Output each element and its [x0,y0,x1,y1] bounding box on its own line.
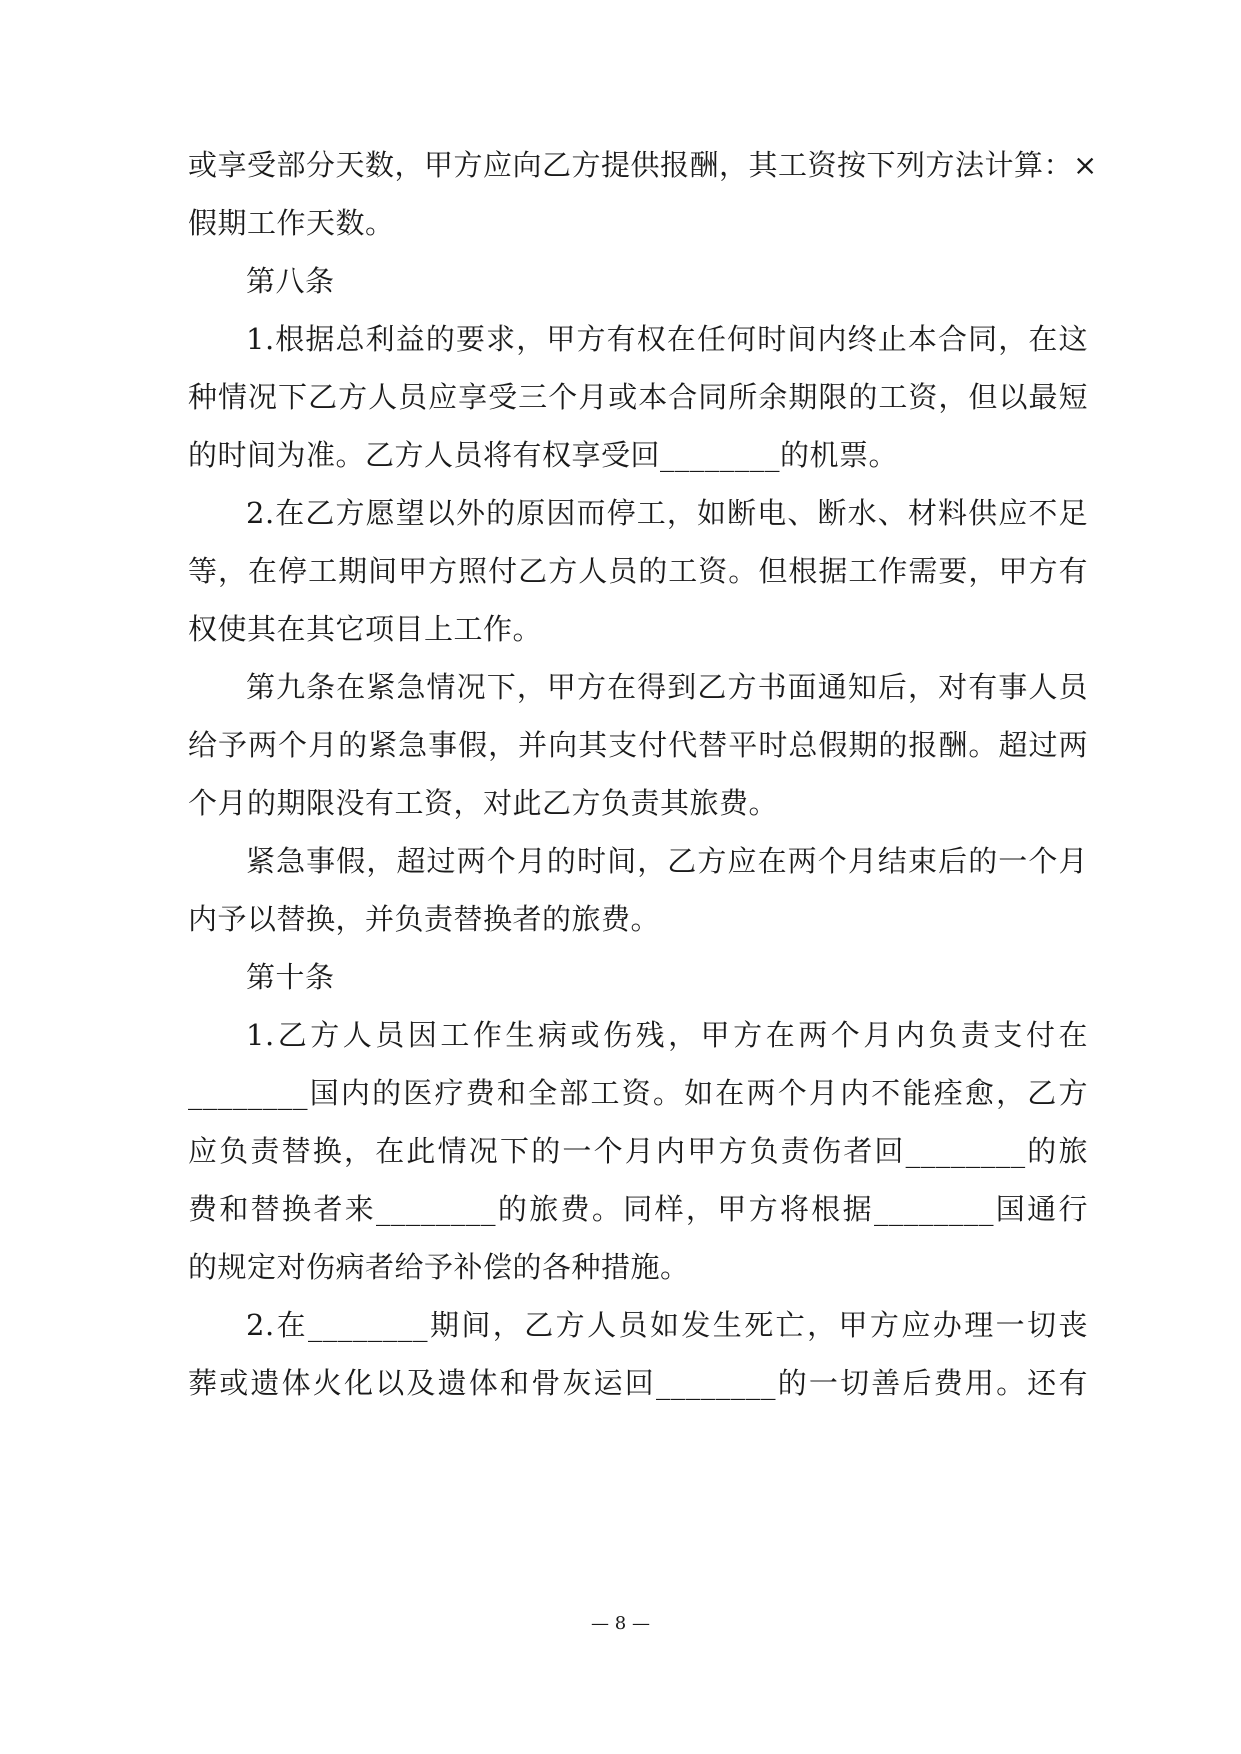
page-number: — 8 — [591,1613,650,1634]
section-heading: 第八条 [246,264,335,298]
text-line: 葬或遗体火化以及遗体和骨灰运回________的一切善后费用。还有 [188,1366,1088,1400]
text-line: 1.根据总利益的要求，甲方有权在任何时间内终止本合同，在这 [246,322,1088,356]
text-line: 等，在停工期间甲方照付乙方人员的工资。但根据工作需要，甲方有 [188,554,1088,588]
text-line: 2.在________期间，乙方人员如发生死亡，甲方应办理一切丧 [246,1308,1088,1342]
text-line: 权使其在其它项目上工作。 [188,612,543,646]
text-line: 1.乙方人员因工作生病或伤残，甲方在两个月内负责支付在 [246,1018,1088,1052]
text-line: 的时间为准。乙方人员将有权享受回________的机票。 [188,438,899,472]
section-heading: 第十条 [246,960,335,994]
text-line: 紧急事假，超过两个月的时间，乙方应在两个月结束后的一个月 [246,844,1088,878]
text-line: 应负责替换，在此情况下的一个月内甲方负责伤者回________的旅 [188,1134,1088,1168]
text-line: 种情况下乙方人员应享受三个月或本合同所余期限的工资，但以最短 [188,380,1088,414]
text-line: 假期工作天数。 [188,206,395,240]
text-line: 2.在乙方愿望以外的原因而停工，如断电、断水、材料供应不足 [246,496,1088,530]
text-line: 给予两个月的紧急事假，并向其支付代替平时总假期的报酬。超过两 [188,728,1088,762]
text-line: 第九条在紧急情况下，甲方在得到乙方书面通知后，对有事人员 [246,670,1088,704]
text-line: 的规定对伤病者给予补偿的各种措施。 [188,1250,690,1284]
text-line: 内予以替换，并负责替换者的旅费。 [188,902,661,936]
text-line: 或享受部分天数，甲方应向乙方提供报酬，其工资按下列方法计算：× [188,148,1098,182]
text-line: 费和替换者来________的旅费。同样，甲方将根据________国通行 [188,1192,1088,1226]
text-line: 个月的期限没有工资，对此乙方负责其旅费。 [188,786,779,820]
text-line: ________国内的医疗费和全部工资。如在两个月内不能痊愈，乙方 [188,1076,1088,1110]
